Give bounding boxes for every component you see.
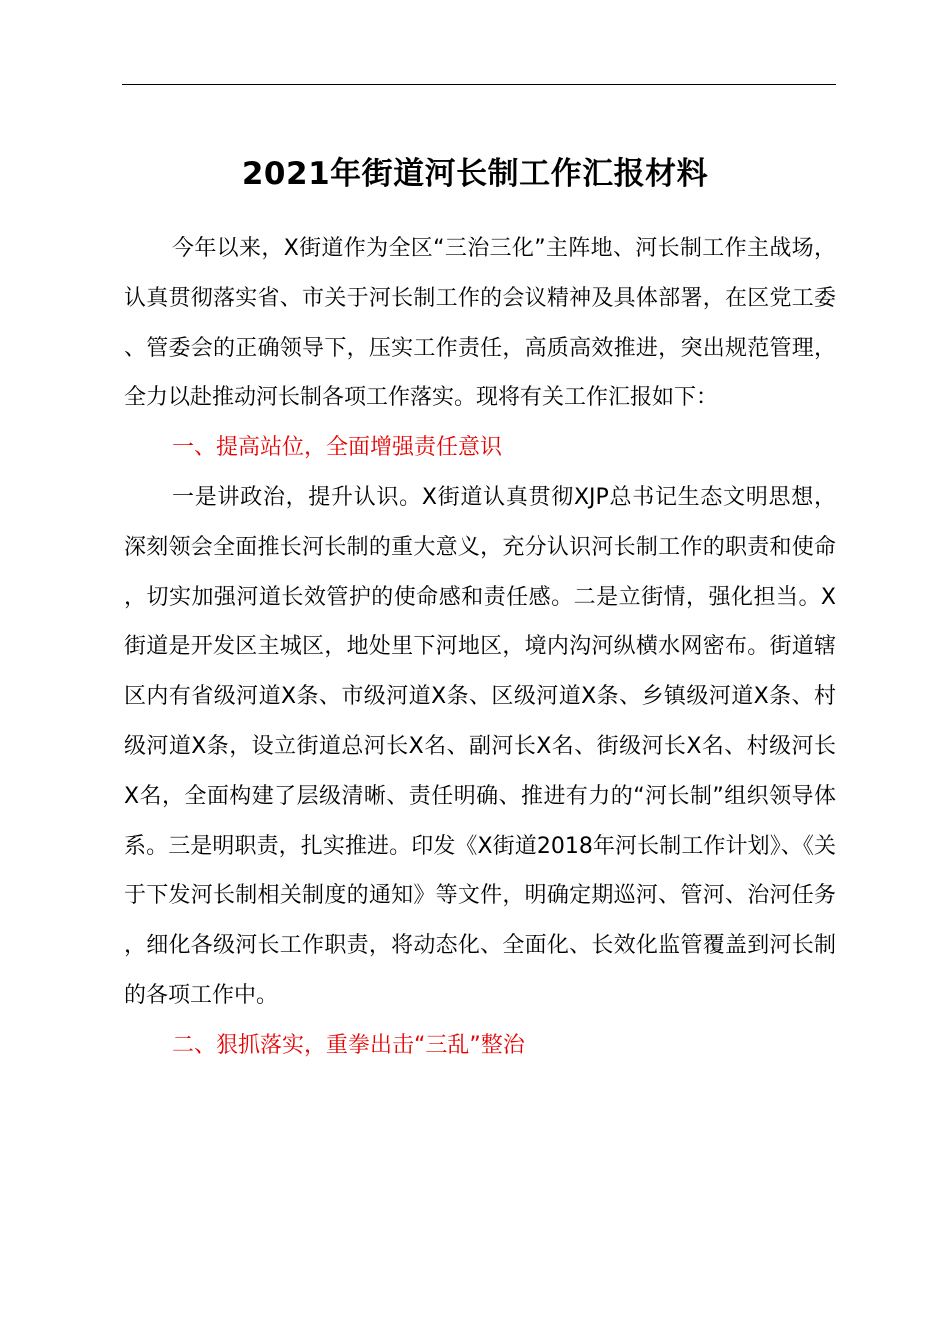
header-rule bbox=[122, 84, 836, 85]
document-title: 2021年街道河长制工作汇报材料 bbox=[241, 156, 709, 192]
section-heading-1: 一、提高站位，全面增强责任意识 bbox=[172, 435, 503, 461]
document-body bbox=[124, 224, 836, 1071]
section-1-paragraph: 一是讲政治，提升认识。X街道认真贯彻XJP总书记生态文明思想，深刻领会全面推长河长制的重大意义，充分认识河长制工作的职责和使命，切实加强河道长效管护的使命感和责任感。二是立街情，强化担当。X街道是开发区主城区，地处里下河地区，境内沟河纵横水网密布。街道辖区内有省级河道X条、市级河道X条、区级河道X条、乡镇级河道X条、村级河道X条，设立街道总河长X名、副河长X名、街级河长X名、村级河长X名，全面构建了层级清晰、责任明确、推进有力的“河长制”组织领导体系。三是明职责，扎实推进。印发《X街道2018年河长制工作计划》、《关于下发河长制相关制度的通知》等文件，明确定期巡河、管河、治河任务，细化各级河长工作职责，将动态化、全面化、长效化监管覆盖到河长制的各项工作中。 bbox=[124, 484, 836, 1008]
intro-paragraph: 今年以来，X街道作为全区“三治三化”主阵地、河长制工作主战场，认真贯彻落实省、市关于河长制工作的会议精神及具体部署，在区党工委、管委会的正确领导下，压实工作责任，高质高效推进，突出规范管理，全力以赴推动河长制各项工作落实。现将有关工作汇报如下： bbox=[124, 236, 836, 411]
section-heading-2: 二、狠抓落实，重拳出击“三乱”整治 bbox=[172, 1032, 525, 1058]
